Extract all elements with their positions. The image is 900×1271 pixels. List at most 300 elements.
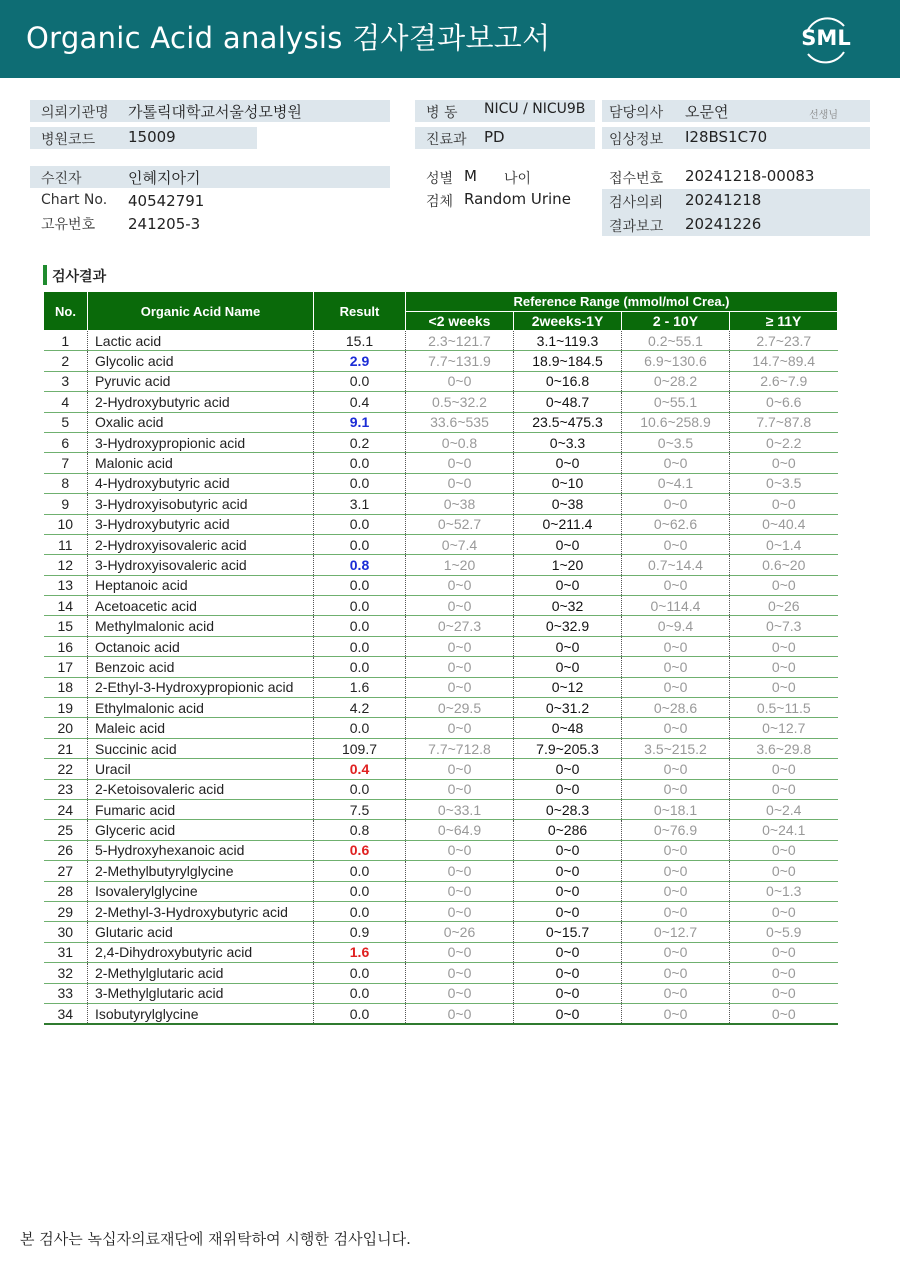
row-no: 30 — [44, 922, 88, 942]
row-range-11y-plus: 0~0 — [730, 759, 838, 779]
row-no: 15 — [44, 616, 88, 636]
row-range-under-2-weeks: 0~0 — [406, 718, 514, 738]
row-range-11y-plus: 0~3.5 — [730, 473, 838, 493]
row-result: 0.0 — [314, 657, 406, 677]
row-name: Pyruvic acid — [88, 371, 314, 391]
receipt-label: 접수번호 — [609, 171, 664, 187]
row-range-2weeks-1y: 0~0 — [514, 881, 622, 901]
row-result: 0.0 — [314, 983, 406, 1003]
row-result: 109.7 — [314, 738, 406, 758]
row-name: 5-Hydroxyhexanoic acid — [88, 840, 314, 860]
row-range-11y-plus: 0~0 — [730, 901, 838, 921]
row-no: 29 — [44, 901, 88, 921]
table-row — [44, 779, 838, 799]
row-range-2-10y: 0~55.1 — [622, 392, 730, 412]
patient-label: 수진자 — [41, 171, 82, 187]
table-row — [44, 677, 838, 697]
sex-label: 성별 — [426, 171, 454, 187]
table-row — [44, 861, 838, 881]
ward-label: 병 동 — [426, 105, 458, 121]
row-range-under-2-weeks: 0~0 — [406, 473, 514, 493]
row-range-11y-plus: 0~12.7 — [730, 718, 838, 738]
row-range-under-2-weeks: 0~26 — [406, 922, 514, 942]
row-range-under-2-weeks: 0~0 — [406, 657, 514, 677]
table-row — [44, 799, 838, 819]
table-row — [44, 718, 838, 738]
section-title: 검사결과 — [52, 269, 107, 285]
table-row — [44, 738, 838, 758]
row-name: Malonic acid — [88, 453, 314, 473]
row-range-2-10y: 0~0 — [622, 1003, 730, 1024]
row-range-2-10y: 0~0 — [622, 718, 730, 738]
row-no: 34 — [44, 1003, 88, 1024]
row-range-under-2-weeks: 0~0 — [406, 1003, 514, 1024]
row-no: 32 — [44, 963, 88, 983]
row-name: Oxalic acid — [88, 412, 314, 432]
row-range-2-10y: 0~3.5 — [622, 432, 730, 452]
row-no: 26 — [44, 840, 88, 860]
row-result: 0.0 — [314, 881, 406, 901]
row-range-2weeks-1y: 18.9~184.5 — [514, 351, 622, 371]
row-range-2-10y: 0~114.4 — [622, 596, 730, 616]
row-range-under-2-weeks: 0~0 — [406, 575, 514, 595]
row-range-2weeks-1y: 0~31.2 — [514, 698, 622, 718]
row-no: 13 — [44, 575, 88, 595]
row-range-under-2-weeks: 0~0 — [406, 861, 514, 881]
row-range-11y-plus: 3.6~29.8 — [730, 738, 838, 758]
row-range-11y-plus: 0~2.4 — [730, 799, 838, 819]
dept-label: 진료과 — [426, 132, 467, 148]
row-range-under-2-weeks: 0~0 — [406, 371, 514, 391]
row-range-2-10y: 0~0 — [622, 657, 730, 677]
specimen-value: Random Urine — [464, 190, 571, 208]
row-name: 3-Hydroxyisobutyric acid — [88, 494, 314, 514]
row-name: Methylmalonic acid — [88, 616, 314, 636]
table-row — [44, 901, 838, 921]
row-range-under-2-weeks: 0~64.9 — [406, 820, 514, 840]
table-row — [44, 1003, 838, 1024]
clinical-label: 임상정보 — [609, 132, 664, 148]
row-range-under-2-weeks: 0~0 — [406, 453, 514, 473]
row-no: 16 — [44, 636, 88, 656]
row-range-11y-plus: 0~0 — [730, 963, 838, 983]
row-range-2-10y: 0~0 — [622, 677, 730, 697]
row-range-under-2-weeks: 0~0 — [406, 636, 514, 656]
row-range-under-2-weeks: 0~52.7 — [406, 514, 514, 534]
row-name: Glyceric acid — [88, 820, 314, 840]
row-range-11y-plus: 2.6~7.9 — [730, 371, 838, 391]
row-range-under-2-weeks: 0~7.4 — [406, 534, 514, 554]
institution-value: 가톨릭대학교서울성모병원 — [128, 103, 302, 121]
row-range-2weeks-1y: 0~0 — [514, 942, 622, 962]
row-no: 28 — [44, 881, 88, 901]
row-range-under-2-weeks: 2.3~121.7 — [406, 331, 514, 351]
row-range-under-2-weeks: 33.6~535 — [406, 412, 514, 432]
row-name: 2-Ethyl-3-Hydroxypropionic acid — [88, 677, 314, 697]
row-result: 0.0 — [314, 473, 406, 493]
row-range-11y-plus: 0.6~20 — [730, 555, 838, 575]
row-name: 2-Hydroxyisovaleric acid — [88, 534, 314, 554]
row-no: 24 — [44, 799, 88, 819]
patient-bar — [30, 166, 390, 188]
row-no: 5 — [44, 412, 88, 432]
row-range-2-10y: 0~0 — [622, 963, 730, 983]
row-result: 0.2 — [314, 432, 406, 452]
row-name: Ethylmalonic acid — [88, 698, 314, 718]
row-name: Isobutyrylglycine — [88, 1003, 314, 1024]
table-row — [44, 963, 838, 983]
row-range-2-10y: 0~0 — [622, 453, 730, 473]
row-range-under-2-weeks: 0~38 — [406, 494, 514, 514]
row-range-2weeks-1y: 0~0 — [514, 1003, 622, 1024]
row-no: 27 — [44, 861, 88, 881]
row-no: 11 — [44, 534, 88, 554]
row-range-2-10y: 0~0 — [622, 494, 730, 514]
row-no: 8 — [44, 473, 88, 493]
row-result: 0.0 — [314, 718, 406, 738]
row-range-2-10y: 0~62.6 — [622, 514, 730, 534]
row-result: 0.8 — [314, 555, 406, 575]
row-name: Glutaric acid — [88, 922, 314, 942]
row-result: 0.0 — [314, 514, 406, 534]
row-no: 6 — [44, 432, 88, 452]
row-range-2weeks-1y: 0~28.3 — [514, 799, 622, 819]
row-name: 2,4-Dihydroxybutyric acid — [88, 942, 314, 962]
row-result: 0.0 — [314, 534, 406, 554]
row-range-2weeks-1y: 0~0 — [514, 840, 622, 860]
row-name: Isovalerylglycine — [88, 881, 314, 901]
row-result: 0.0 — [314, 1003, 406, 1024]
row-name: Uracil — [88, 759, 314, 779]
row-range-under-2-weeks: 0~0 — [406, 983, 514, 1003]
doctor-value: 오문연 — [685, 103, 729, 121]
doctor-label: 담당의사 — [609, 105, 664, 121]
row-no: 21 — [44, 738, 88, 758]
ward-value: NICU / NICU9B — [484, 101, 586, 117]
row-range-2weeks-1y: 0~0 — [514, 983, 622, 1003]
table-row — [44, 983, 838, 1003]
row-range-11y-plus: 0~0 — [730, 1003, 838, 1024]
table-row — [44, 759, 838, 779]
row-result: 0.0 — [314, 963, 406, 983]
row-no: 3 — [44, 371, 88, 391]
table-row — [44, 514, 838, 534]
table-row — [44, 840, 838, 860]
row-result: 0.0 — [314, 371, 406, 391]
row-name: Lactic acid — [88, 331, 314, 351]
row-result: 0.0 — [314, 636, 406, 656]
row-range-2-10y: 0~0 — [622, 861, 730, 881]
row-result: 0.4 — [314, 392, 406, 412]
receipt-value: 20241218-00083 — [685, 167, 815, 185]
patient-value: 인혜지아기 — [128, 169, 201, 187]
row-range-2-10y: 0~0 — [622, 534, 730, 554]
report-title: Organic Acid analysis 검사결과보고서 — [26, 21, 551, 55]
row-no: 17 — [44, 657, 88, 677]
row-range-2-10y: 0.2~55.1 — [622, 331, 730, 351]
row-range-2-10y: 0~12.7 — [622, 922, 730, 942]
table-row — [44, 698, 838, 718]
row-result: 0.0 — [314, 779, 406, 799]
footer-note: 본 검사는 녹십자의료재단에 재위탁하여 시행한 검사입니다. — [20, 1230, 411, 1248]
row-range-11y-plus: 0~1.3 — [730, 881, 838, 901]
row-no: 14 — [44, 596, 88, 616]
table-row — [44, 351, 838, 371]
row-range-11y-plus: 0.5~11.5 — [730, 698, 838, 718]
table-row — [44, 942, 838, 962]
row-range-under-2-weeks: 0~27.3 — [406, 616, 514, 636]
row-result: 3.1 — [314, 494, 406, 514]
row-range-2weeks-1y: 0~0 — [514, 575, 622, 595]
row-no: 9 — [44, 494, 88, 514]
table-row — [44, 922, 838, 942]
row-result: 0.0 — [314, 616, 406, 636]
row-range-2weeks-1y: 0~48.7 — [514, 392, 622, 412]
row-range-2-10y: 10.6~258.9 — [622, 412, 730, 432]
table-row — [44, 657, 838, 677]
row-no: 31 — [44, 942, 88, 962]
row-result: 15.1 — [314, 331, 406, 351]
header-result: Result — [314, 292, 406, 331]
row-no: 23 — [44, 779, 88, 799]
row-no: 1 — [44, 331, 88, 351]
row-range-11y-plus: 0~0 — [730, 983, 838, 1003]
row-range-2weeks-1y: 0~0 — [514, 636, 622, 656]
row-range-2-10y: 0~0 — [622, 575, 730, 595]
row-range-2weeks-1y: 0~16.8 — [514, 371, 622, 391]
row-name: Heptanoic acid — [88, 575, 314, 595]
row-range-under-2-weeks: 0~0 — [406, 840, 514, 860]
row-range-11y-plus: 7.7~87.8 — [730, 412, 838, 432]
table-row — [44, 555, 838, 575]
row-range-2weeks-1y: 0~0 — [514, 901, 622, 921]
header-range-2weeks-1y: 2weeks-1Y — [514, 311, 622, 331]
logo-text: SML — [801, 26, 851, 50]
specimen-label: 검체 — [426, 194, 454, 210]
row-name: 3-Hydroxybutyric acid — [88, 514, 314, 534]
row-range-2-10y: 0~0 — [622, 840, 730, 860]
row-name: Acetoacetic acid — [88, 596, 314, 616]
row-no: 22 — [44, 759, 88, 779]
row-range-2weeks-1y: 3.1~119.3 — [514, 331, 622, 351]
row-result: 0.6 — [314, 840, 406, 860]
header-range-2-10y: 2 - 10Y — [622, 311, 730, 331]
row-range-2weeks-1y: 0~15.7 — [514, 922, 622, 942]
row-name: Benzoic acid — [88, 657, 314, 677]
row-range-under-2-weeks: 0~0 — [406, 677, 514, 697]
sex-value: M — [464, 167, 477, 185]
row-range-under-2-weeks: 1~20 — [406, 555, 514, 575]
row-result: 1.6 — [314, 942, 406, 962]
request-label: 검사의뢰 — [609, 195, 664, 211]
section-marker — [43, 265, 47, 285]
row-name: Fumaric acid — [88, 799, 314, 819]
row-range-2-10y: 0~0 — [622, 901, 730, 921]
row-range-2weeks-1y: 1~20 — [514, 555, 622, 575]
row-range-11y-plus: 0~6.6 — [730, 392, 838, 412]
row-range-2-10y: 0~76.9 — [622, 820, 730, 840]
row-range-2weeks-1y: 0~0 — [514, 657, 622, 677]
row-name: Maleic acid — [88, 718, 314, 738]
row-range-2-10y: 3.5~215.2 — [622, 738, 730, 758]
row-range-2weeks-1y: 0~32 — [514, 596, 622, 616]
table-row — [44, 392, 838, 412]
row-range-2-10y: 0~0 — [622, 983, 730, 1003]
row-range-2-10y: 0.7~14.4 — [622, 555, 730, 575]
table-row — [44, 432, 838, 452]
row-range-11y-plus: 0~0 — [730, 677, 838, 697]
request-value: 20241218 — [685, 191, 762, 209]
row-result: 4.2 — [314, 698, 406, 718]
row-range-11y-plus: 14.7~89.4 — [730, 351, 838, 371]
row-result: 0.0 — [314, 901, 406, 921]
row-range-11y-plus: 0~0 — [730, 779, 838, 799]
row-name: 2-Ketoisovaleric acid — [88, 779, 314, 799]
doctor-suffix: 선생님 — [809, 110, 838, 121]
row-range-under-2-weeks: 7.7~131.9 — [406, 351, 514, 371]
table-row — [44, 371, 838, 391]
row-range-2-10y: 0~28.6 — [622, 698, 730, 718]
row-range-under-2-weeks: 0.5~32.2 — [406, 392, 514, 412]
row-range-2weeks-1y: 0~0 — [514, 963, 622, 983]
row-name: 2-Hydroxybutyric acid — [88, 392, 314, 412]
row-result: 0.0 — [314, 861, 406, 881]
row-no: 33 — [44, 983, 88, 1003]
row-result: 2.9 — [314, 351, 406, 371]
row-range-2-10y: 0~0 — [622, 759, 730, 779]
header-range-11y-plus: ≥ 11Y — [730, 311, 838, 331]
table-row — [44, 534, 838, 554]
row-range-2-10y: 0~0 — [622, 779, 730, 799]
row-range-2-10y: 0~4.1 — [622, 473, 730, 493]
row-range-11y-plus: 0~1.4 — [730, 534, 838, 554]
clinical-value: I28BS1C70 — [685, 128, 768, 146]
row-name: Succinic acid — [88, 738, 314, 758]
table-row — [44, 575, 838, 595]
row-range-2-10y: 0~18.1 — [622, 799, 730, 819]
row-range-11y-plus: 0~0 — [730, 636, 838, 656]
row-result: 0.0 — [314, 575, 406, 595]
results-table — [43, 291, 838, 1025]
row-range-2weeks-1y: 0~3.3 — [514, 432, 622, 452]
row-range-11y-plus: 0~40.4 — [730, 514, 838, 534]
row-result: 0.4 — [314, 759, 406, 779]
hospital-code-label: 병원코드 — [41, 132, 96, 148]
row-range-11y-plus: 0~26 — [730, 596, 838, 616]
chart-value: 40542791 — [128, 192, 205, 210]
row-no: 19 — [44, 698, 88, 718]
age-label: 나이 — [504, 171, 532, 187]
row-no: 10 — [44, 514, 88, 534]
row-no: 12 — [44, 555, 88, 575]
row-result: 0.0 — [314, 453, 406, 473]
row-range-under-2-weeks: 0~0 — [406, 759, 514, 779]
row-range-2-10y: 0~0 — [622, 942, 730, 962]
hospital-code-value: 15009 — [128, 128, 176, 146]
row-result: 0.0 — [314, 596, 406, 616]
row-name: Octanoic acid — [88, 636, 314, 656]
row-no: 4 — [44, 392, 88, 412]
row-range-2weeks-1y: 0~32.9 — [514, 616, 622, 636]
row-name: 3-Hydroxyisovaleric acid — [88, 555, 314, 575]
row-range-11y-plus: 0~0 — [730, 575, 838, 595]
row-range-2weeks-1y: 0~12 — [514, 677, 622, 697]
row-range-11y-plus: 0~0 — [730, 453, 838, 473]
row-no: 20 — [44, 718, 88, 738]
table-row — [44, 453, 838, 473]
table-row — [44, 412, 838, 432]
row-name: 4-Hydroxybutyric acid — [88, 473, 314, 493]
table-row — [44, 473, 838, 493]
table-row — [44, 636, 838, 656]
row-name: 3-Methylglutaric acid — [88, 983, 314, 1003]
row-range-under-2-weeks: 0~29.5 — [406, 698, 514, 718]
row-range-under-2-weeks: 0~0.8 — [406, 432, 514, 452]
row-range-11y-plus: 0~0 — [730, 942, 838, 962]
table-row — [44, 616, 838, 636]
row-range-2weeks-1y: 23.5~475.3 — [514, 412, 622, 432]
row-range-11y-plus: 0~5.9 — [730, 922, 838, 942]
row-name: Glycolic acid — [88, 351, 314, 371]
row-range-2-10y: 0~0 — [622, 881, 730, 901]
row-range-2weeks-1y: 0~48 — [514, 718, 622, 738]
row-range-under-2-weeks: 0~0 — [406, 963, 514, 983]
header-reference-range: Reference Range (mmol/mol Crea.) — [406, 292, 838, 312]
row-name: 2-Methylglutaric acid — [88, 963, 314, 983]
row-range-11y-plus: 0~0 — [730, 657, 838, 677]
row-range-2weeks-1y: 0~0 — [514, 779, 622, 799]
row-no: 18 — [44, 677, 88, 697]
row-range-under-2-weeks: 0~33.1 — [406, 799, 514, 819]
row-range-2weeks-1y: 0~0 — [514, 759, 622, 779]
row-range-under-2-weeks: 0~0 — [406, 942, 514, 962]
row-range-2-10y: 0~9.4 — [622, 616, 730, 636]
row-range-2weeks-1y: 0~38 — [514, 494, 622, 514]
row-range-11y-plus: 0~0 — [730, 840, 838, 860]
row-name: 2-Methylbutyrylglycine — [88, 861, 314, 881]
row-range-11y-plus: 0~0 — [730, 494, 838, 514]
row-range-2-10y: 0~28.2 — [622, 371, 730, 391]
unique-value: 241205-3 — [128, 215, 201, 233]
row-range-2-10y: 6.9~130.6 — [622, 351, 730, 371]
row-range-11y-plus: 0~24.1 — [730, 820, 838, 840]
table-row — [44, 596, 838, 616]
row-range-under-2-weeks: 0~0 — [406, 779, 514, 799]
table-row — [44, 820, 838, 840]
row-name: 3-Hydroxypropionic acid — [88, 432, 314, 452]
table-row — [44, 494, 838, 514]
row-range-2weeks-1y: 0~10 — [514, 473, 622, 493]
row-no: 2 — [44, 351, 88, 371]
row-range-under-2-weeks: 0~0 — [406, 596, 514, 616]
row-range-under-2-weeks: 7.7~712.8 — [406, 738, 514, 758]
row-result: 9.1 — [314, 412, 406, 432]
report-label: 결과보고 — [609, 219, 664, 235]
report-value: 20241226 — [685, 215, 762, 233]
table-row — [44, 331, 838, 351]
row-range-2weeks-1y: 7.9~205.3 — [514, 738, 622, 758]
row-name: 2-Methyl-3-Hydroxybutyric acid — [88, 901, 314, 921]
row-range-11y-plus: 0~7.3 — [730, 616, 838, 636]
dept-value: PD — [484, 128, 505, 146]
report-header — [0, 0, 900, 78]
row-result: 0.9 — [314, 922, 406, 942]
unique-label: 고유번호 — [41, 217, 96, 233]
row-result: 7.5 — [314, 799, 406, 819]
row-range-under-2-weeks: 0~0 — [406, 901, 514, 921]
chart-label: Chart No. — [41, 192, 108, 208]
institution-label: 의뢰기관명 — [41, 105, 109, 121]
